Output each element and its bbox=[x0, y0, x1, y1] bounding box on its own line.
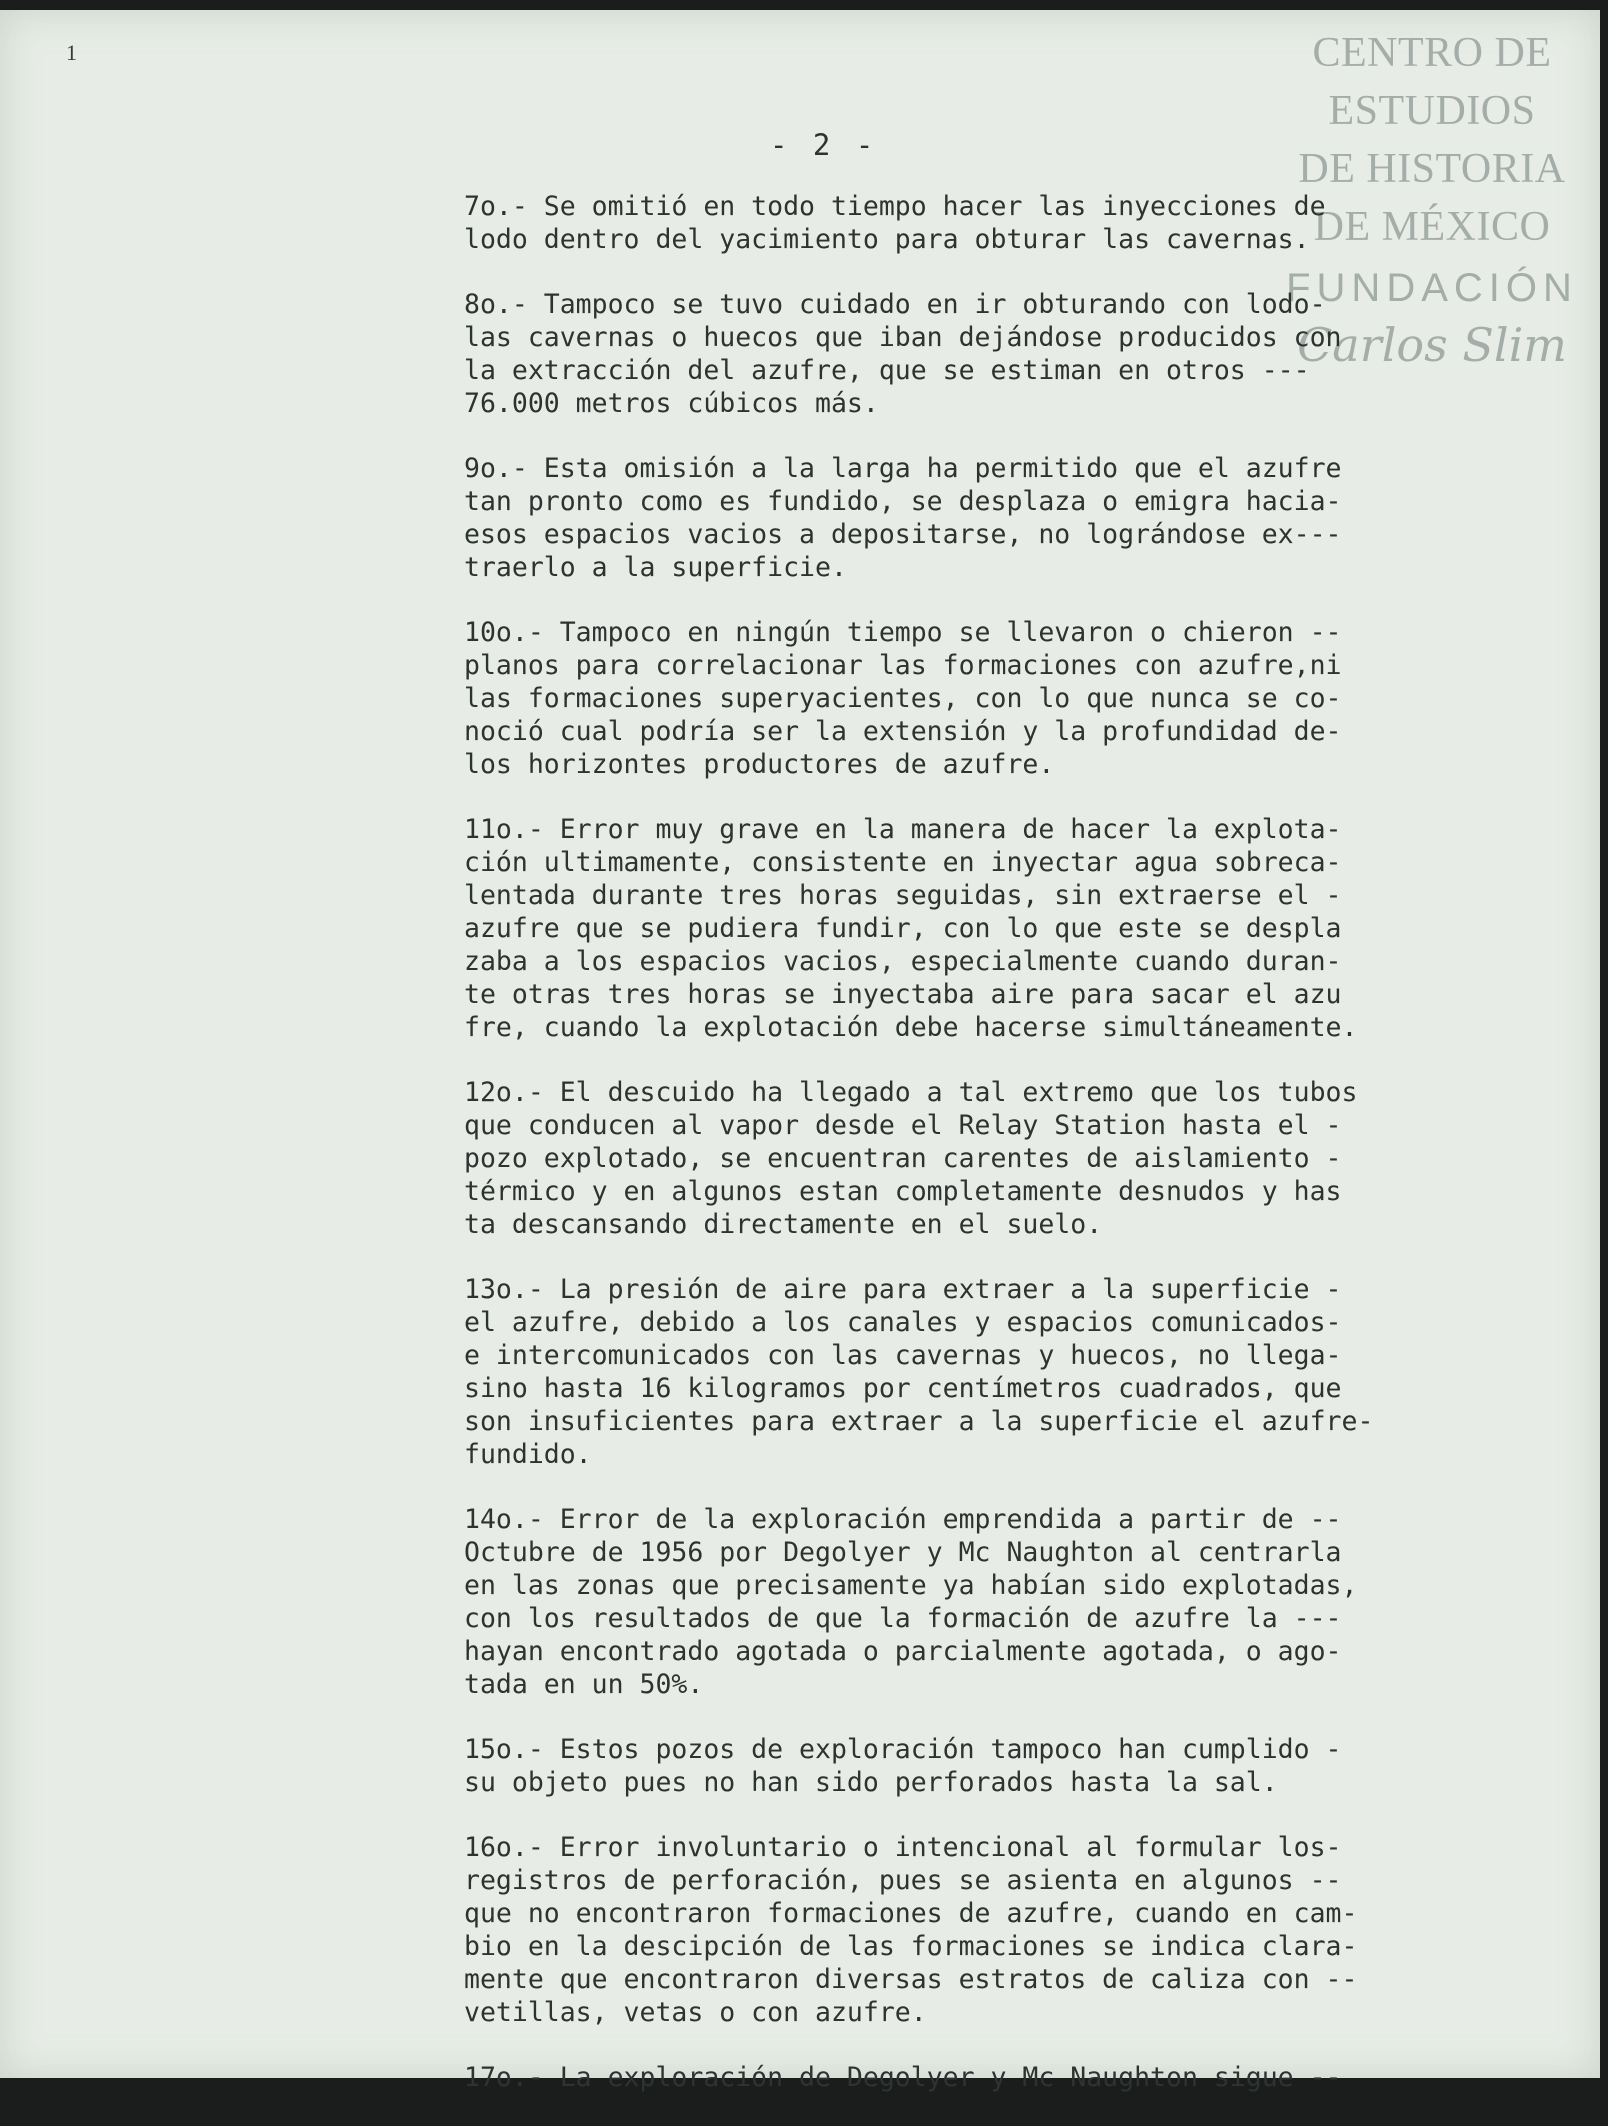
text-line: su objeto pues no han sido perforados hasta la sal. bbox=[464, 1767, 1278, 1798]
document-body bbox=[464, 190, 1534, 2126]
text-line: registros de perforación, pues se asienta en algunos -- bbox=[464, 1865, 1342, 1896]
text-line: vetillas, vetas o con azufre. bbox=[464, 1997, 927, 2028]
text-line: 8o.- Tampoco se tuvo cuidado en ir obturando con lodo- bbox=[464, 289, 1326, 320]
text-line: tada en un 50%. bbox=[464, 1669, 704, 1700]
text-line: ción ultimamente, consistente en inyectar agua sobreca- bbox=[464, 847, 1342, 878]
text-line: 17o.- La exploración de Degolyer y Mc Naughton sigue -- bbox=[464, 2062, 1342, 2093]
text-line: Octubre de 1956 por Degolyer y Mc Naughton al centrarla bbox=[464, 1537, 1342, 1568]
numbered-paragraph bbox=[464, 452, 1534, 584]
text-line: las formaciones superyacientes, con lo que nunca se co- bbox=[464, 683, 1342, 714]
watermark-line: CENTRO DE bbox=[1312, 30, 1552, 76]
text-line: la extracción del azufre, que se estiman en otros --- bbox=[464, 355, 1310, 386]
watermark-line: ESTUDIOS bbox=[1328, 88, 1536, 134]
text-line: fre, cuando la explotación debe hacerse simultáneamente. bbox=[464, 1012, 1358, 1043]
text-line: hayan encontrado agotada o parcialmente agotada, o ago- bbox=[464, 1636, 1342, 1667]
text-line: térmico y en algunos estan completamente desnudos y has bbox=[464, 1176, 1342, 1207]
text-line: 7o.- Se omitió en todo tiempo hacer las inyecciones de bbox=[464, 191, 1326, 222]
text-line: 15o.- Estos pozos de exploración tampoco han cumplido - bbox=[464, 1734, 1342, 1765]
text-line: noció cual podría ser la extensión y la profundidad de- bbox=[464, 716, 1342, 747]
text-line: esos espacios vacios a depositarse, no lográndose ex--- bbox=[464, 519, 1342, 550]
text-line: 9o.- Esta omisión a la larga ha permitido que el azufre bbox=[464, 453, 1342, 484]
text-line: mente que encontraron diversas estratos de caliza con -- bbox=[464, 1964, 1358, 1995]
text-line: 11o.- Error muy grave en la manera de hacer la explota- bbox=[464, 814, 1342, 845]
text-line: en las zonas que precisamente ya habían sido explotadas, bbox=[464, 1570, 1358, 1601]
numbered-paragraph bbox=[464, 1831, 1534, 2029]
text-line: tan pronto como es fundido, se desplaza o emigra hacia- bbox=[464, 486, 1342, 517]
text-line: 76.000 metros cúbicos más. bbox=[464, 388, 879, 419]
text-line: te otras tres horas se inyectaba aire para sacar el azu bbox=[464, 979, 1342, 1010]
document-page bbox=[0, 10, 1600, 2093]
text-line: 14o.- Error de la exploración emprendida a partir de -- bbox=[464, 1504, 1342, 1535]
numbered-paragraph bbox=[464, 190, 1534, 256]
text-line: pozo explotado, se encuentran carentes de aislamiento - bbox=[464, 1143, 1342, 1174]
text-line: que conducen al vapor desde el Relay Station hasta el - bbox=[464, 1110, 1342, 1141]
text-line: los horizontes productores de azufre. bbox=[464, 749, 1055, 780]
text-line: ta descansando directamente en el suelo. bbox=[464, 1209, 1103, 1240]
watermark-signature: Carlos Slim bbox=[1297, 318, 1567, 372]
numbered-paragraph bbox=[464, 1273, 1534, 1471]
text-line: 12o.- El descuido ha llegado a tal extremo que los tubos bbox=[464, 1077, 1358, 1108]
text-line: bio en la descipción de las formaciones se indica clara- bbox=[464, 1931, 1358, 1962]
text-line: 13o.- La presión de aire para extraer a la superficie - bbox=[464, 1274, 1342, 1305]
watermark-fundacion: FUNDACIÓN bbox=[1286, 266, 1578, 310]
text-line: fundido. bbox=[464, 1439, 592, 1470]
numbered-paragraph bbox=[464, 2061, 1534, 2094]
text-line: zaba a los espacios vacios, especialmente cuando duran- bbox=[464, 946, 1342, 977]
text-line: e intercomunicados con las cavernas y huecos, no llega- bbox=[464, 1340, 1342, 1371]
numbered-paragraph bbox=[464, 813, 1534, 1044]
numbered-paragraph bbox=[464, 288, 1534, 420]
text-line: las cavernas o huecos que iban dejándose producidos con bbox=[464, 322, 1342, 353]
text-line: son insuficientes para extraer a la superficie el azufre- bbox=[464, 1406, 1374, 1437]
numbered-paragraph bbox=[464, 1733, 1534, 1799]
page-number: - 2 - bbox=[770, 128, 878, 162]
text-line: traerlo a la superficie. bbox=[464, 552, 847, 583]
text-line: 16o.- Error involuntario o intencional al formular los- bbox=[464, 1832, 1342, 1863]
text-line: sino hasta 16 kilogramos por centímetros cuadrados, que bbox=[464, 1373, 1342, 1404]
text-line: el azufre, debido a los canales y espacios comunicados- bbox=[464, 1307, 1342, 1338]
text-line: lodo dentro del yacimiento para obturar las cavernas. bbox=[464, 224, 1310, 255]
text-line: 10o.- Tampoco en ningún tiempo se llevaron o chieron -- bbox=[464, 617, 1342, 648]
text-line: que no encontraron formaciones de azufre, cuando en cam- bbox=[464, 1898, 1358, 1929]
text-line: planos para correlacionar las formaciones con azufre,ni bbox=[464, 650, 1342, 681]
watermark-line: DE MÉXICO bbox=[1313, 204, 1551, 250]
numbered-paragraph bbox=[464, 1503, 1534, 1701]
text-line: lentada durante tres horas seguidas, sin extraerse el - bbox=[464, 880, 1342, 911]
text-line: azufre que se pudiera fundir, con lo que este se despla bbox=[464, 913, 1342, 944]
numbered-paragraph bbox=[464, 1076, 1534, 1241]
numbered-paragraph bbox=[464, 616, 1534, 781]
watermark-line: DE HISTORIA bbox=[1298, 146, 1566, 192]
edge-mark: 1 bbox=[66, 40, 77, 65]
text-line: con los resultados de que la formación de azufre la --- bbox=[464, 1603, 1342, 1634]
